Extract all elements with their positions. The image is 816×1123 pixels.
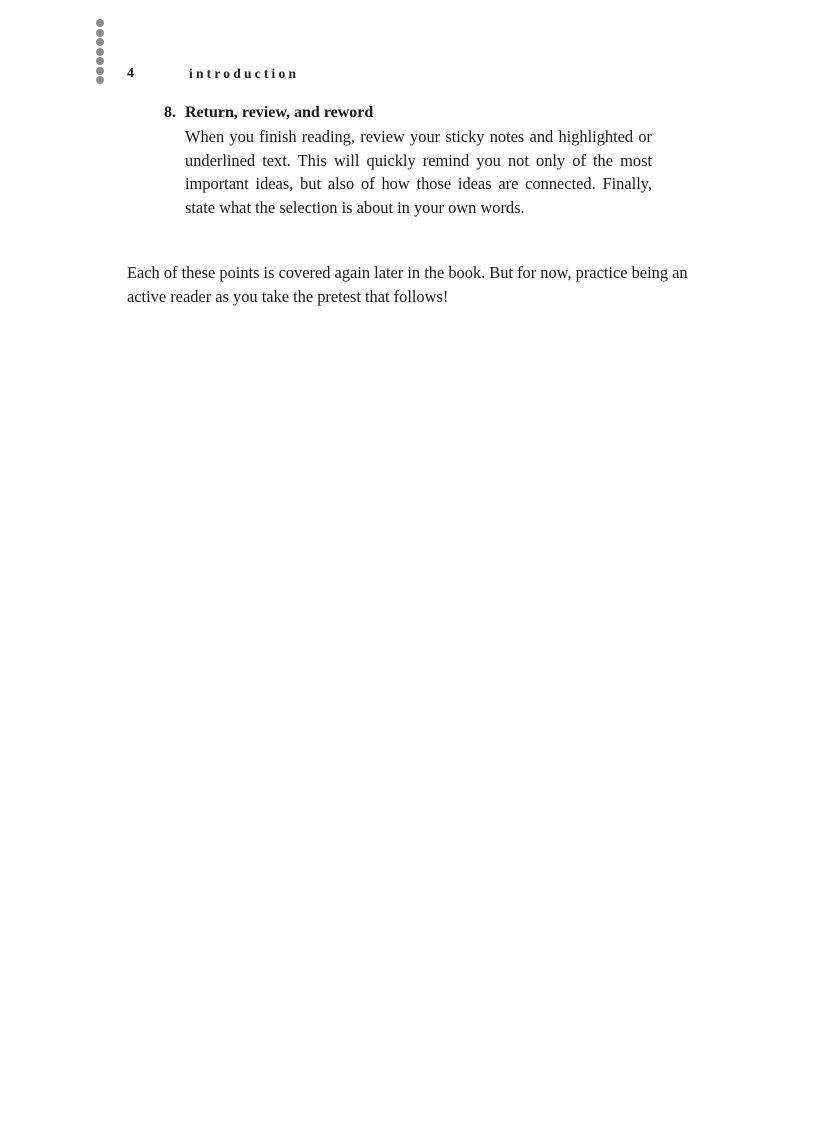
dot-ornament: [96, 19, 104, 27]
item-title: Return, review, and reword: [185, 104, 374, 121]
body-paragraph: Each of these points is covered again later in the book. But for now, practice being an active reader as you take the pretest that follows!: [127, 263, 688, 306]
page-number: 4: [127, 66, 134, 81]
item-heading: [164, 103, 652, 123]
list-item: [164, 103, 652, 219]
item-number: 8.: [164, 104, 176, 121]
running-head: introduction: [189, 66, 300, 81]
item-body: When you finish reading, review your sticky notes and highlighted or underlined text. This will quickly remind you not only of the most important ideas, but also of how those ideas are connected. Finally, state what the selection is about in your own words.: [185, 127, 652, 217]
dot-ornament: [96, 38, 104, 46]
dot-ornament: [96, 29, 104, 37]
dot-ornament: [96, 48, 104, 56]
dot-ornament: [96, 76, 104, 84]
dot-ornament: [96, 67, 104, 75]
decorative-dots: [96, 19, 105, 86]
dot-ornament: [96, 57, 104, 65]
